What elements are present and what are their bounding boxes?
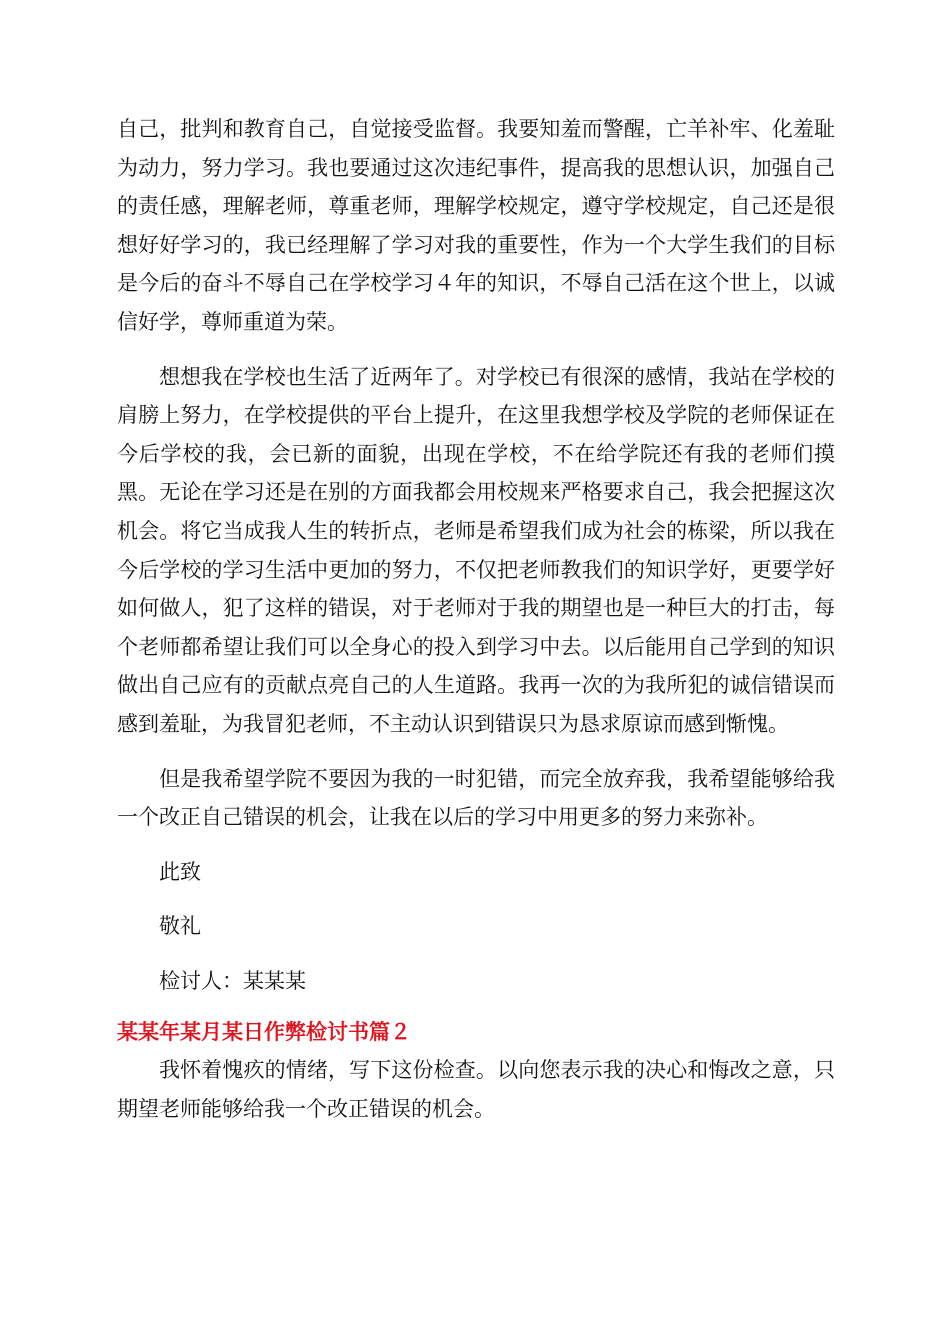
paragraph-request-chance: 但是我希望学院不要因为我的一时犯错，而完全放弃我，我希望能够给我一个改正自己错误的机会，让我在以后的学习中用更多的努力来弥补。 [117,766,835,830]
paragraph-school-life: 想想我在学校也生活了近两年了。对学校已有很深的感情，我站在学校的肩膀上努力，在学校提供的平台上提升，在这里我想学校及学院的老师保证在今后学校的我，会已新的面貌，出现在学校，不在给学院还有我的老师们摸黑。无论在学习还是在别的方面我都会用校规来严格要求自己，我会把握这次机会。将它当成我人生的转折点，老师是希望我们成为社会的栋梁，所以我在今后学校的学习生活中更加的努力，不仅把老师教我们的知识学好，更要学好如何做人，犯了这样的错误，对于老师对于我的期望也是一种巨大的打击，每个老师都希望让我们可以全身心的投入到学习中去。以后能用自己学到的知识做出自己应有的贡献点亮自己的人生道路。我再一次的为我所犯的诚信错误而感到羞耻，为我冒犯老师，不主动认识到错误只为恳求原谅而感到惭愧。 [117,364,835,736]
closing-regards: 敬礼 [159,914,201,939]
paragraph-continued: 自己，批判和教育自己，自觉接受监督。我要知羞而警醒，亡羊补牢、化羞耻为动力，努力学习。我也要通过这次违纪事件，提高我的思想认识，加强自己的责任感，理解老师，尊重老师，理解学校规定，遵守学校规定，自己还是很想好好学习的，我已经理解了学习对我的重要性，作为一个大学生我们的目标是今后的奋斗不辱自己在学校学习４年的知识，不辱自己活在这个世上，以诚信好学，尊师重道为荣。 [117,117,835,334]
section-heading: 某某年某月某日作弊检讨书篇２ [117,1020,411,1045]
document-body [117,110,835,1129]
closing-salutation: 此致 [159,859,201,884]
signature-line: 检讨人：某某某 [159,968,306,993]
paragraph-opening: 我怀着愧疚的情绪，写下这份检查。以向您表示我的决心和悔改之意，只期望老师能够给我一个改正错误的机会。 [117,1058,835,1122]
